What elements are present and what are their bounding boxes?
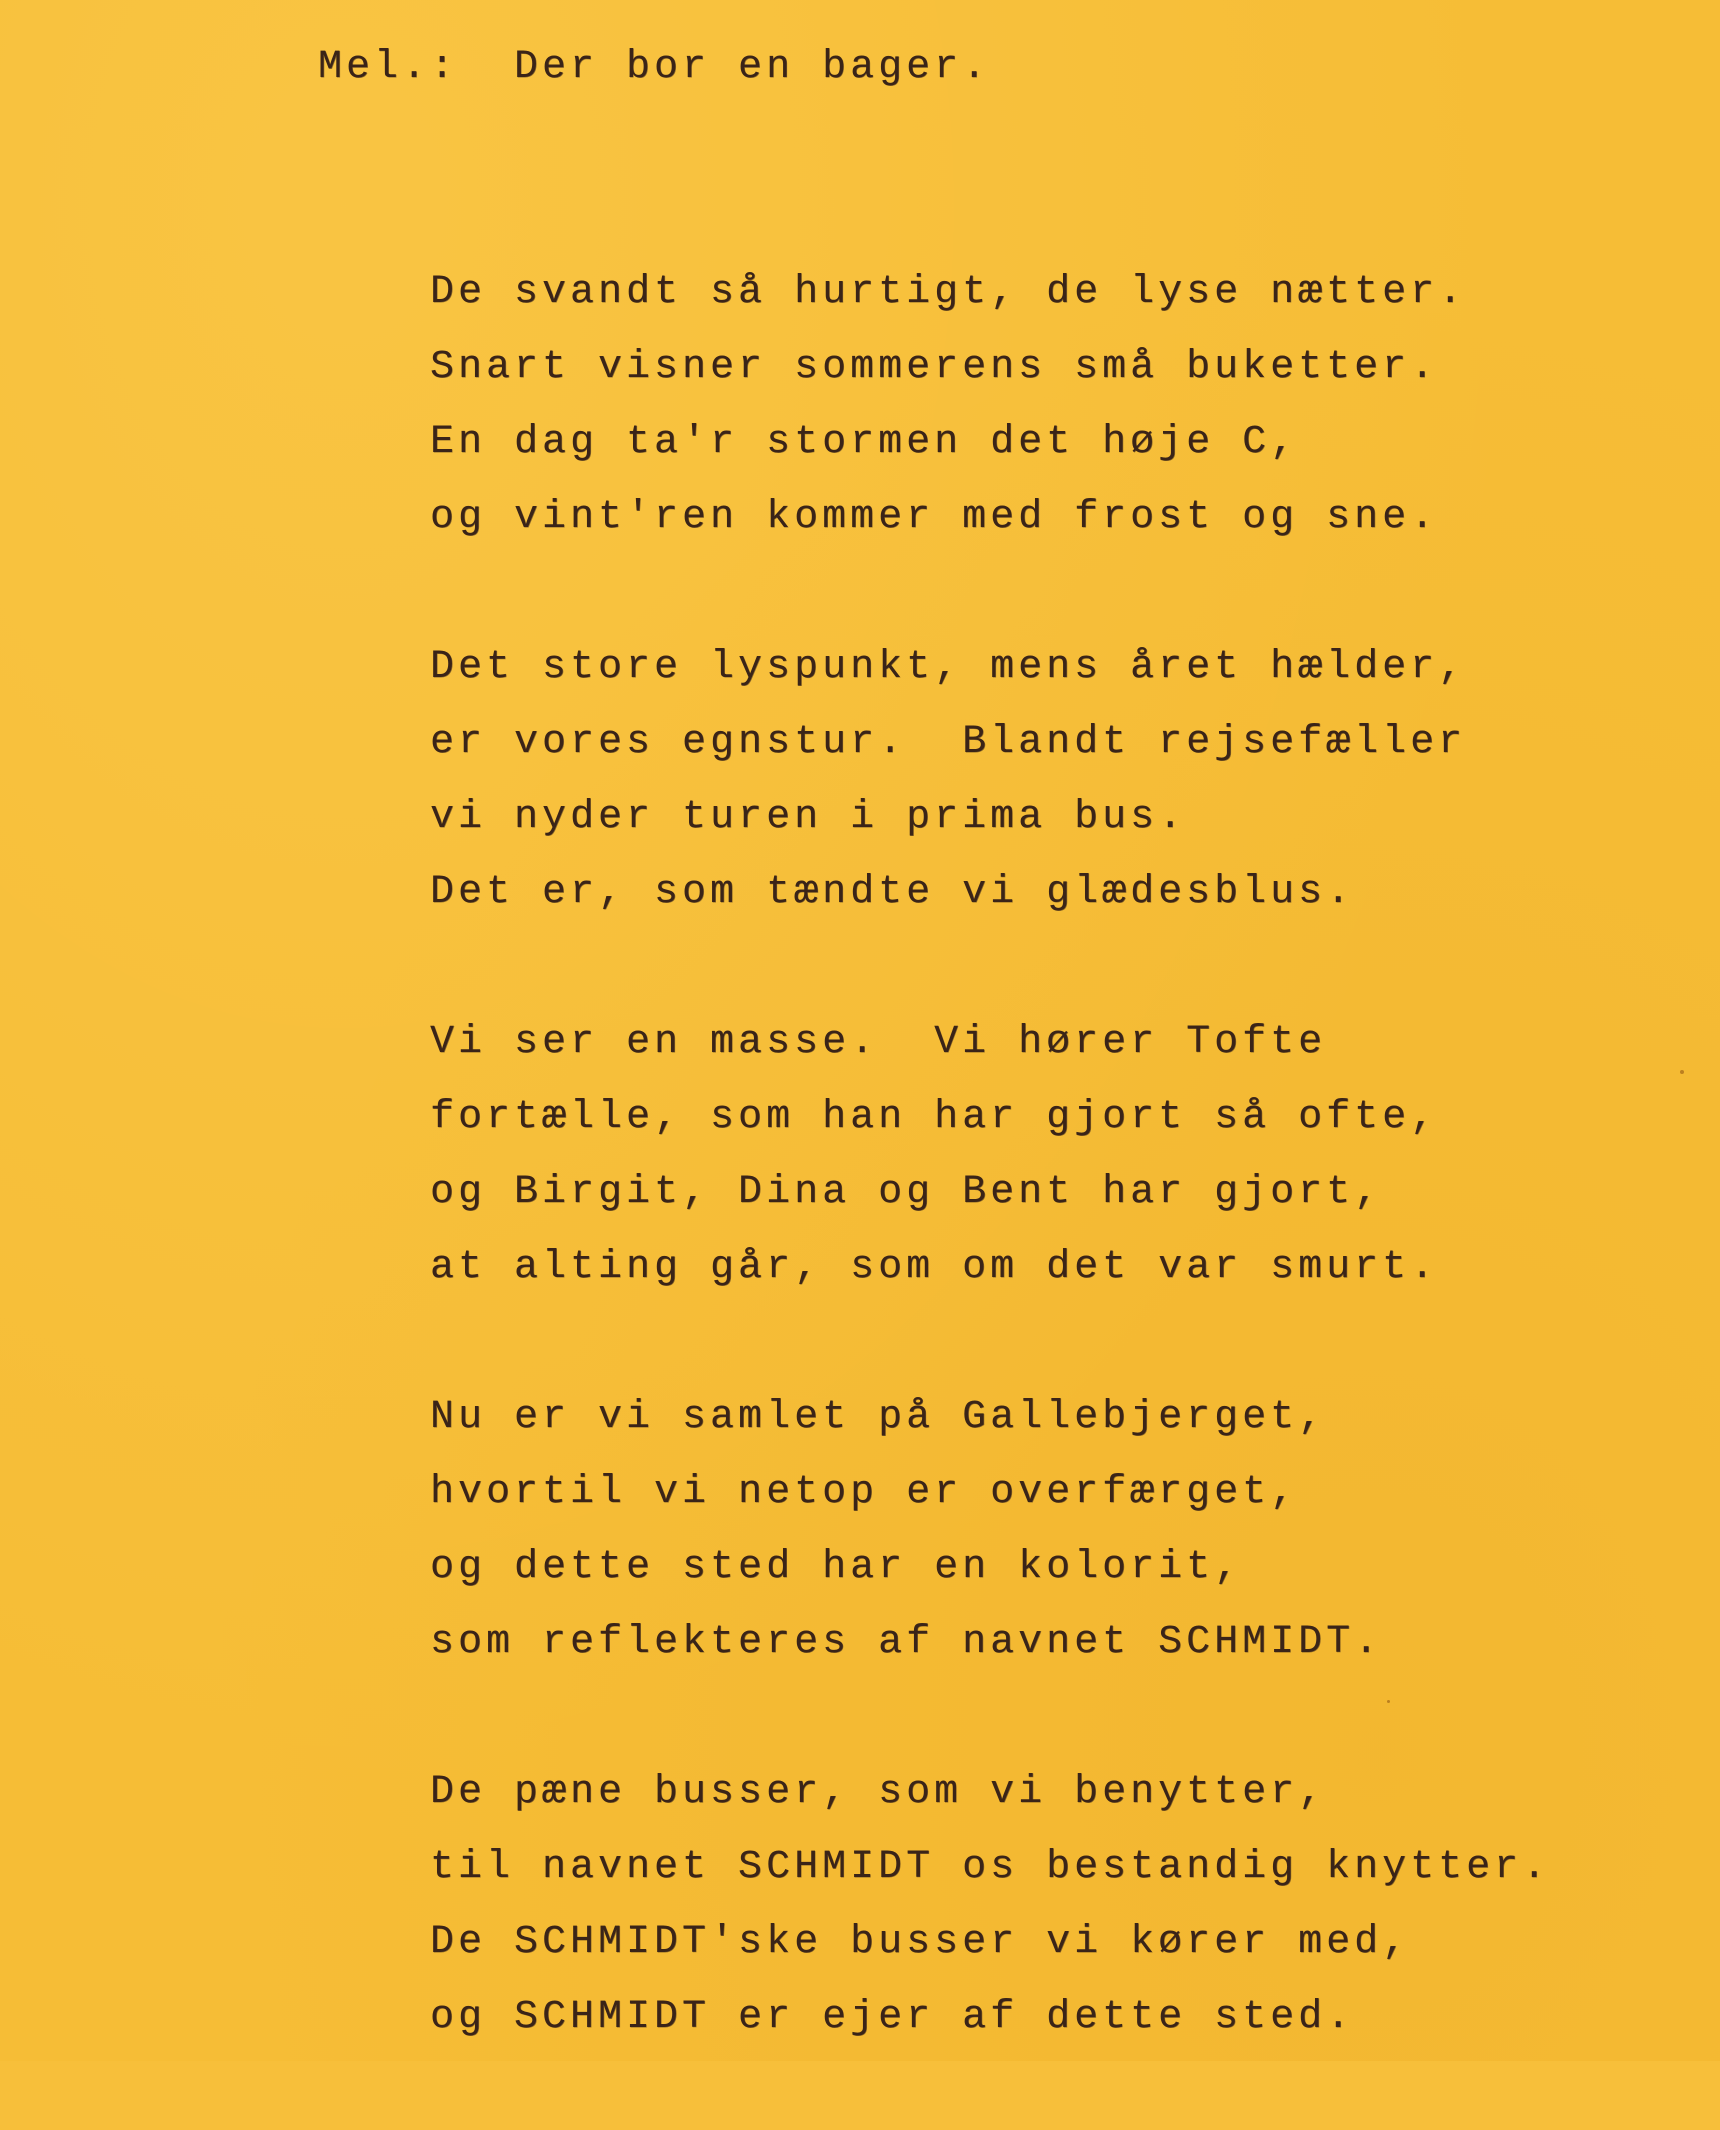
paper-speck <box>1680 1070 1684 1074</box>
stanza-5-line-3: De SCHMIDT'ske busser vi kører med, <box>430 1920 1411 1965</box>
stanza-1-line-3: En dag ta'r stormen det høje C, <box>430 420 1299 465</box>
stanza-5-line-4: og SCHMIDT er ejer af dette sted. <box>430 1995 1355 2040</box>
stanza-2-line-3: vi nyder turen i prima bus. <box>430 795 1187 840</box>
melody-line: Mel.: Der bor en bager. <box>318 45 991 90</box>
stanza-1-line-1: De svandt så hurtigt, de lyse nætter. <box>430 270 1467 315</box>
stanza-1-line-2: Snart visner sommerens små buketter. <box>430 345 1439 390</box>
stanza-4-line-3: og dette sted har en kolorit, <box>430 1545 1243 1590</box>
stanza-1-line-4: og vint'ren kommer med frost og sne. <box>430 495 1439 540</box>
stanza-4-line-1: Nu er vi samlet på Gallebjerget, <box>430 1395 1327 1440</box>
stanza-5-line-1: De pæne busser, som vi benytter, <box>430 1770 1327 1815</box>
stanza-3-line-4: at alting går, som om det var smurt. <box>430 1245 1439 1290</box>
stanza-2-line-4: Det er, som tændte vi glædesblus. <box>430 870 1355 915</box>
stanza-5-line-2: til navnet SCHMIDT os bestandig knytter. <box>430 1845 1551 1890</box>
stanza-3-line-3: og Birgit, Dina og Bent har gjort, <box>430 1170 1383 1215</box>
stanza-4-line-2: hvortil vi netop er overfærget, <box>430 1470 1299 1515</box>
stanza-4-line-4: som reflekteres af navnet SCHMIDT. <box>430 1620 1383 1665</box>
stanza-2-line-2: er vores egnstur. Blandt rejsefæller <box>430 720 1467 765</box>
paper-speck <box>1387 1700 1390 1703</box>
stanza-3-line-1: Vi ser en masse. Vi hører Tofte <box>430 1020 1327 1065</box>
stanza-2-line-1: Det store lyspunkt, mens året hælder, <box>430 645 1467 690</box>
stanza-5 <box>318 1680 1550 2130</box>
stanza-3-line-2: fortælle, som han har gjort så ofte, <box>430 1095 1439 1140</box>
